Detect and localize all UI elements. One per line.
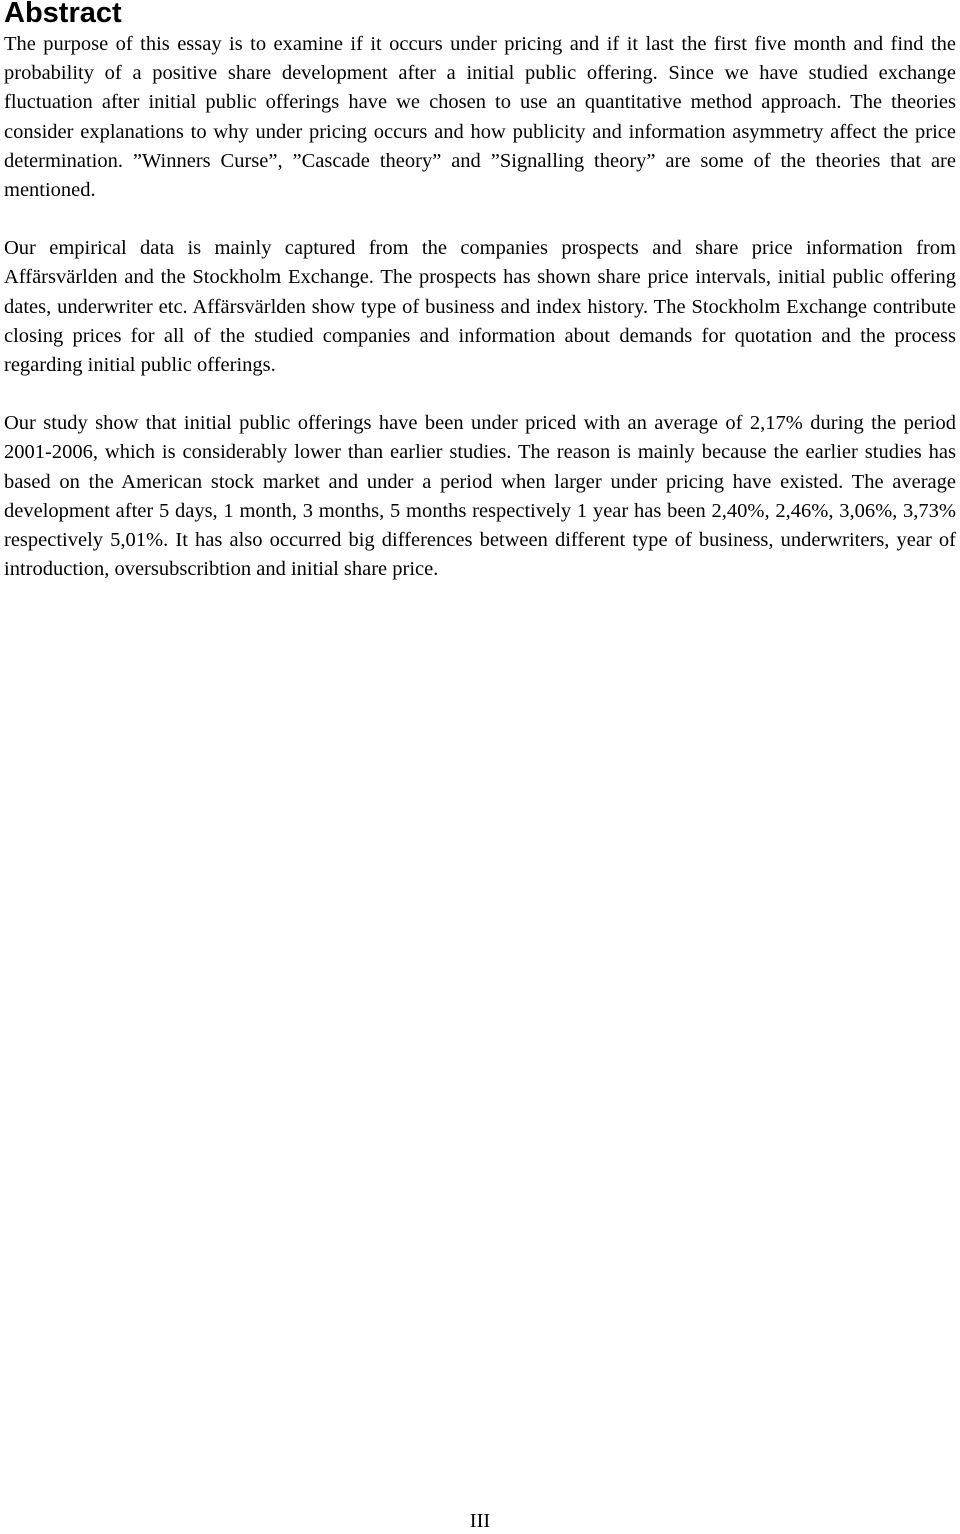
abstract-paragraph-results: Our study show that initial public offerings have been under priced with an average of 2,17% during the period 2001-2006, which is considerably lower than earlier studies. The reason is mainly because the earlier studies has based on the American stock market and under a period when larger under pricing have existed. The average development after 5 days, 1 month, 3 months, 5 months respectively 1 year has been 2,40%, 2,46%, 3,06%, 3,73% respectively 5,01%. It has also occurred big differences between different type of business, underwriters, year of introduction, oversubscribtion and initial share price. (4, 412, 956, 581)
page-number: III (469, 1510, 491, 1532)
section-heading: Abstract (4, 0, 122, 29)
abstract-paragraph-data: Our empirical data is mainly captured from the companies prospects and share price information from Affärsvärlden and the Stockholm Exchange. The prospects has shown share price intervals, initial public offering dates, underwriter etc. Affärsvärlden show type of business and index history. The Stockholm Exchange contribute closing prices for all of the studied companies and information about demands for quotation and the process regarding initial public offerings. (4, 237, 956, 377)
abstract-body (4, 30, 956, 613)
abstract-paragraph-purpose: The purpose of this essay is to examine if it occurs under pricing and if it last the first five month and find the probability of a positive share development after a initial public offering. Since we have studied exchange fluctuation after initial public offerings have we chosen to use an quantitative method approach. The theories consider explanations to why under pricing occurs and how publicity and information asymmetry affect the price determination. ”Winners Curse”, ”Cascade theory” and ”Signalling theory” are some of the theories that are mentioned. (4, 33, 956, 202)
